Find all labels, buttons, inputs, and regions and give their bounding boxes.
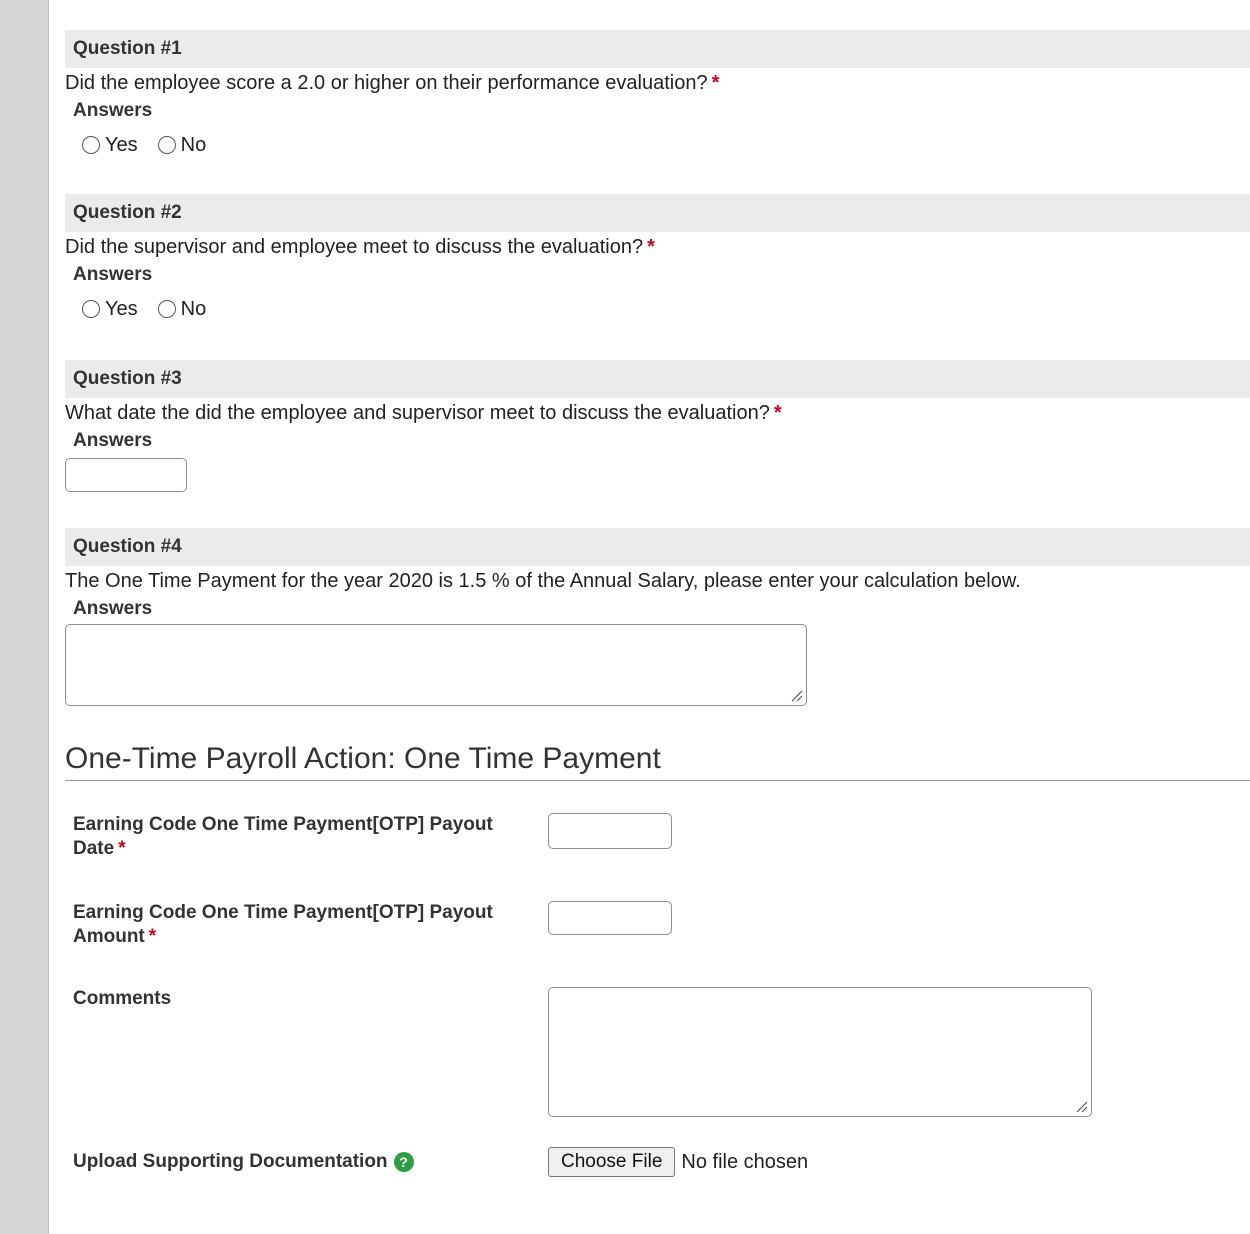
question-1 bbox=[65, 30, 1250, 158]
question-1-text bbox=[65, 70, 1250, 96]
required-marker: * bbox=[773, 402, 782, 424]
payout-date-label-line2: Date bbox=[73, 838, 115, 859]
upload-control bbox=[548, 1147, 808, 1177]
radio-button[interactable] bbox=[158, 300, 176, 318]
question-1-radio-group bbox=[65, 132, 1250, 158]
question-2-option-yes[interactable] bbox=[82, 298, 138, 321]
payout-amount-label-line2-wrap bbox=[73, 925, 513, 949]
question-1-option-no[interactable] bbox=[158, 134, 207, 157]
payout-amount-input[interactable] bbox=[548, 901, 672, 935]
comments-label: Comments bbox=[73, 988, 172, 1009]
question-3-date-input[interactable] bbox=[65, 458, 187, 492]
question-4-text: The One Time Payment for the year 2020 is 1.5 % of the Annual Salary, please enter your calculation below. bbox=[65, 570, 1021, 592]
payout-date-row bbox=[73, 813, 1250, 873]
required-marker: * bbox=[118, 838, 126, 859]
question-3-header: Question #3 bbox=[65, 360, 1250, 398]
question-4-header: Question #4 bbox=[65, 528, 1250, 566]
question-4-answers-label: Answers bbox=[73, 598, 153, 619]
question-2-header: Question #2 bbox=[65, 194, 1250, 232]
question-2-option-no[interactable] bbox=[158, 298, 207, 321]
question-2-radio-group bbox=[65, 296, 1250, 322]
question-4 bbox=[65, 528, 1250, 706]
upload-label bbox=[73, 1147, 513, 1177]
resize-grip-icon[interactable] bbox=[789, 688, 803, 702]
payout-amount-label-line1: Earning Code One Time Payment[OTP] Payout bbox=[73, 902, 493, 923]
payout-amount-row bbox=[73, 901, 1250, 961]
question-2 bbox=[65, 194, 1250, 322]
question-1-header: Question #1 bbox=[65, 30, 1250, 68]
section-title: One-Time Payroll Action: One Time Payment bbox=[65, 738, 1250, 781]
radio-button[interactable] bbox=[82, 136, 100, 154]
question-1-text-label: Did the employee score a 2.0 or higher on their performance evaluation? bbox=[65, 72, 708, 94]
question-1-answers-label: Answers bbox=[73, 100, 153, 121]
question-3-answers-label: Answers bbox=[73, 430, 153, 451]
payout-amount-label bbox=[73, 901, 513, 949]
question-3-text bbox=[65, 400, 1250, 426]
file-status-text: No file chosen bbox=[681, 1150, 809, 1173]
question-3-text-label: What date the did the employee and supervisor meet to discuss the evaluation? bbox=[65, 402, 770, 424]
main-content bbox=[65, 0, 1250, 1234]
radio-label: Yes bbox=[105, 133, 138, 156]
radio-label: No bbox=[180, 297, 207, 320]
payout-date-control bbox=[548, 813, 672, 849]
radio-button[interactable] bbox=[82, 300, 100, 318]
comments-row bbox=[73, 987, 1250, 1117]
required-marker: * bbox=[711, 72, 720, 94]
help-icon[interactable]: ? bbox=[394, 1152, 414, 1172]
question-4-calculation-textarea[interactable] bbox=[65, 624, 807, 706]
question-1-option-yes[interactable] bbox=[82, 134, 138, 157]
comments-control bbox=[548, 987, 1092, 1117]
question-2-answers-label: Answers bbox=[73, 264, 153, 285]
question-2-text-label: Did the supervisor and employee meet to discuss the evaluation? bbox=[65, 236, 644, 258]
choose-file-button[interactable]: Choose File bbox=[548, 1147, 675, 1177]
upload-row bbox=[73, 1147, 1250, 1179]
required-marker: * bbox=[148, 926, 157, 947]
left-rail bbox=[0, 0, 49, 1234]
payout-amount-control bbox=[548, 901, 672, 935]
payout-date-label-line1: Earning Code One Time Payment[OTP] Payout bbox=[73, 814, 493, 835]
required-marker: * bbox=[647, 236, 655, 258]
radio-button[interactable] bbox=[158, 136, 176, 154]
payout-amount-label-line2: Amount bbox=[73, 926, 145, 947]
payout-date-label-line2-wrap bbox=[73, 837, 513, 861]
question-3 bbox=[65, 360, 1250, 492]
comments-textarea[interactable] bbox=[548, 987, 1092, 1117]
radio-label: Yes bbox=[105, 297, 138, 320]
question-2-text bbox=[65, 234, 1250, 260]
upload-label-text: Upload Supporting Documentation bbox=[73, 1151, 388, 1172]
radio-label: No bbox=[180, 133, 207, 156]
payout-date-input[interactable] bbox=[548, 813, 672, 849]
resize-grip-icon[interactable] bbox=[1074, 1099, 1088, 1113]
payout-date-label bbox=[73, 813, 513, 861]
